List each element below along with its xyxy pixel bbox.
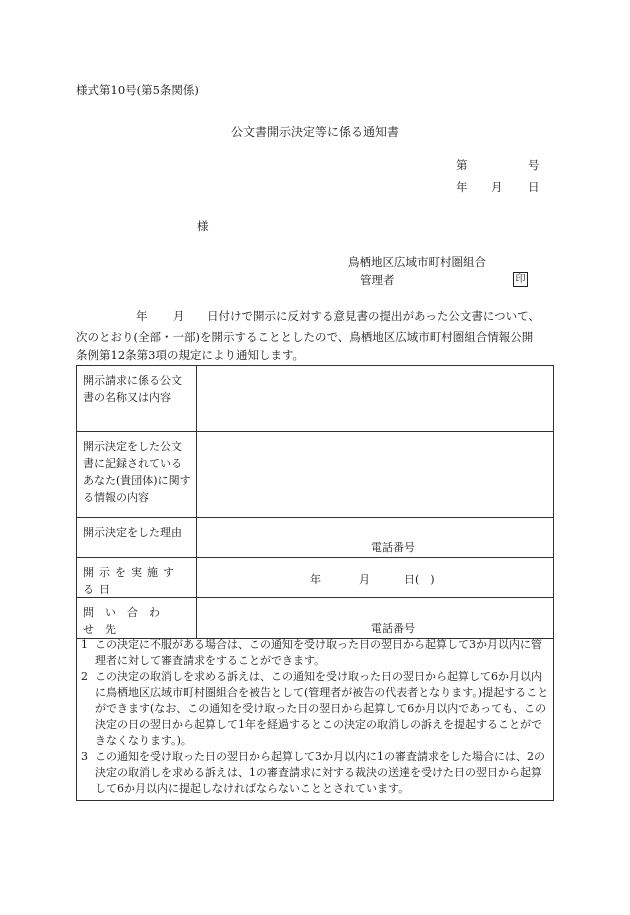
intro-month: 月 [173,309,185,323]
number-suffix: 号 [528,158,540,172]
addressee-suffix: 様 [197,219,209,233]
document-title: 公文書開示決定等に係る通知書 [230,125,399,139]
form-number: 様式第10号(第5条関係) [76,83,199,97]
table-row [77,432,553,518]
number-label: 第 [456,158,468,172]
note-item [81,749,549,797]
date-day: 日 [528,180,540,194]
implementation-year: 年 [310,573,321,586]
notes-section [76,636,554,801]
note-text: この決定の取消しを求める訴えは、この通知を受け取った日の翌日から起算して6か月以内に鳥栖地区広域市町村圏組合を被告として(管理者が被告の代表者となります。)提起することができます(なお、この通知を受け取った日の翌日から起算して6か月以内であっても、この決定の日の翌日から起算して1年を経過するとこの決定の取消しの訴えを提起することができなくなります。)。 [95,670,549,747]
table-row [77,598,553,638]
contact-label: 問い合わせ先 [77,598,197,638]
implementation-month: 月 [359,573,370,586]
note-number: 2 [81,670,88,683]
implementation-date-label: 開示を実施する日 [77,558,197,597]
date-month: 月 [491,180,503,194]
note-number: 1 [81,638,88,651]
decision-reason-label: 開示決定をした理由 [77,518,197,557]
note-number: 3 [81,750,88,763]
table-row [77,518,553,558]
note-text: この決定に不服がある場合は、この通知を受け取った日の翌日から起算して3か月以内に管理者に対して審査請求をすることができます。 [95,638,542,667]
note-text: この通知を受け取った日の翌日から起算して3か月以内に1の審査請求をした場合には、2の決定の取消しを求める訴えは、1の審査請求に対する裁決の送達を受けた日の翌日から起算して6か月以内に提起しなければならないこととされています。 [95,750,545,795]
table-row [77,366,553,432]
notification-table [76,365,554,639]
decision-reason-value [197,518,553,557]
seal-mark: 印 [513,272,528,287]
intro-line-3: 条例第12条第3項の規定により通知します。 [76,348,305,362]
note-item [81,669,549,749]
note-item [81,637,549,669]
recorded-information-value [197,432,553,517]
sender-organization: 鳥栖地区広域市町村圏組合 [348,255,486,269]
implementation-day: 日( ) [404,573,435,586]
request-document-value [197,366,553,431]
intro-line-1: 日付けで開示に反対する意見書の提出があった公文書について、 [207,309,540,323]
sender-manager: 管理者 [360,273,395,287]
intro-line-2: 次のとおり(全部・一部)を開示することとしたので、鳥栖地区広域市町村圏組合情報公開 [76,330,534,344]
recorded-information-label: 開示決定をした公文書に記録されているあなた(貴団体)に関する情報の内容 [77,432,197,517]
date-year: 年 [456,180,468,194]
table-row [77,558,553,598]
intro-year: 年 [136,309,148,323]
phone-number-label: 電話番号 [371,622,415,635]
request-document-label: 開示請求に係る公文書の名称又は内容 [77,366,197,431]
phone-number-label: 電話番号 [371,541,415,554]
implementation-date-value [197,558,553,597]
contact-value [197,598,553,638]
